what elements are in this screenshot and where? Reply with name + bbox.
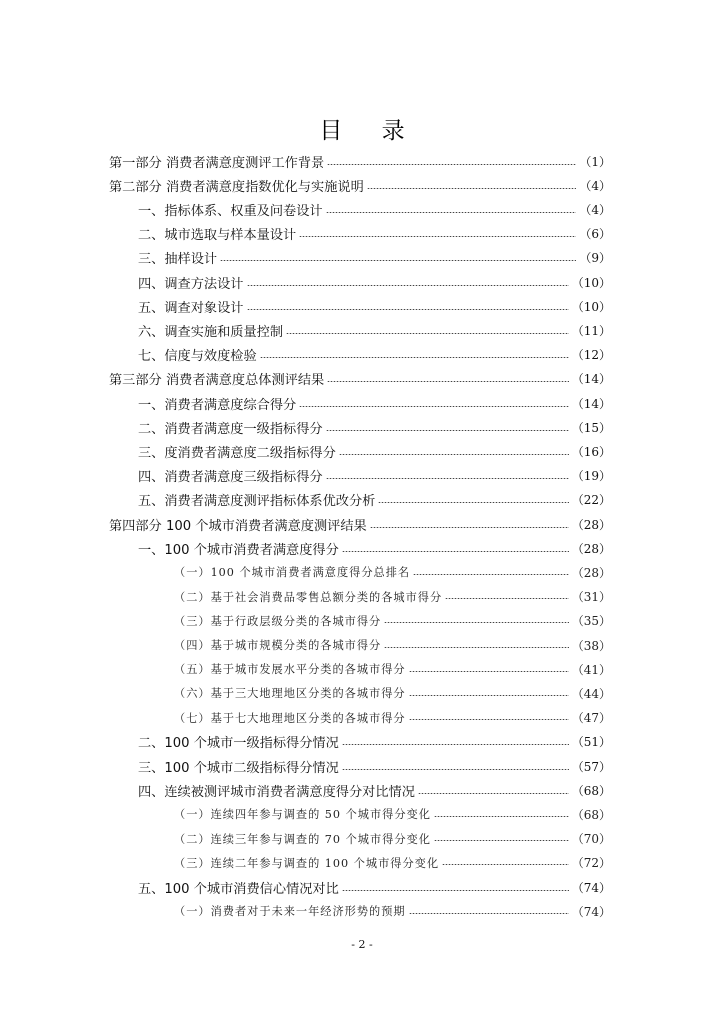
toc-entry-label: 第一部分 消费者满意度测评工作背景 [109,155,325,171]
toc-entry-page-number: （4） [579,202,611,217]
dot-leader [327,381,569,382]
dot-leader [445,598,569,599]
dot-leader [286,333,569,334]
toc-entry[interactable] [174,900,611,922]
toc-entry[interactable] [174,852,611,874]
toc-entry-page-number: （31） [571,590,611,605]
toc-entry-label: 五、调查对象设计 [138,300,244,316]
toc-entry-label: 五、100 个城市消费信心情况对比 [138,881,339,897]
dot-leader [260,357,569,358]
toc-entry[interactable] [138,489,611,511]
toc-entry-page-number: （16） [571,444,611,459]
toc-entry[interactable] [138,319,611,341]
toc-entry-label: （三）连续二年参与调查的 100 个城市得分变化 [174,856,440,870]
toc-entry-page-number: （74） [571,904,611,919]
toc-entry-label: （一）100 个城市消费者满意度得分总排名 [174,566,411,580]
toc-entry[interactable] [138,876,611,898]
toc-entry-page-number: （10） [571,299,611,314]
toc-entry-label: 二、城市选取与样本量设计 [138,228,297,244]
toc-entry-page-number: （28） [571,541,611,556]
toc-entry-label: 第三部分 消费者满意度总体测评结果 [109,373,325,389]
toc-entry[interactable] [174,828,611,850]
page-number-footer: - 2 - [351,938,373,951]
dot-leader [367,188,577,189]
toc-entry-page-number: （19） [571,469,611,484]
dot-leader [409,719,569,720]
toc-entry-page-number: （10） [571,275,611,290]
toc-entry[interactable] [174,707,611,729]
dot-leader [247,309,569,310]
toc-entry-page-number: （28） [571,565,611,580]
toc-entry[interactable] [138,392,611,414]
toc-entry-label: （七）基于七大地理地区分类的各城市得分 [174,711,406,725]
toc-entry-label: 四、连续被测评城市消费者满意度得分对比情况 [138,784,415,800]
toc-entry-label: 五、消费者满意度测评指标体系优改分析 [138,494,376,510]
toc-entry[interactable] [138,223,611,245]
toc-entry-label: 二、100 个城市一级指标得分情况 [138,736,339,752]
dot-leader [339,454,569,455]
toc-entry[interactable] [138,271,611,293]
toc-title: 目 录 [319,118,421,144]
toc-entry-label: 第二部分 消费者满意度指数优化与实施说明 [109,179,364,195]
dot-leader [326,430,569,431]
toc-entry[interactable] [138,344,611,366]
toc-entry-page-number: （14） [571,396,611,411]
toc-entry-label: 二、消费者满意度一级指标得分 [138,421,323,437]
toc-entry-label: 一、消费者满意度综合得分 [138,397,297,413]
toc-entry-label: （三）基于行政层级分类的各城市得分 [174,614,382,628]
dot-leader [409,913,569,914]
toc-entry[interactable] [174,610,611,632]
toc-entry-label: 六、调查实施和质量控制 [138,324,284,340]
toc-entry[interactable] [174,658,611,680]
toc-entry-page-number: （72） [571,856,611,871]
toc-entry-page-number: （68） [571,783,611,798]
toc-entry[interactable] [174,682,611,704]
toc-entry-page-number: （28） [571,517,611,532]
toc-entry[interactable] [174,561,611,583]
toc-entry-page-number: （9） [579,251,611,266]
toc-entry-page-number: （1） [579,154,611,169]
dot-leader [409,671,569,672]
toc-entry-page-number: （57） [571,759,611,774]
toc-entry[interactable] [109,513,611,535]
dot-leader [370,527,569,528]
toc-entry[interactable] [109,150,611,172]
toc-entry-page-number: （41） [571,662,611,677]
toc-entry-page-number: （4） [579,178,611,193]
toc-entry-page-number: （68） [571,807,611,822]
dot-leader [378,502,568,503]
toc-entry-page-number: （11） [571,323,611,338]
toc-entry-page-number: （70） [571,832,611,847]
dot-leader [342,551,569,552]
toc-entry[interactable] [138,440,611,462]
toc-entry[interactable] [138,779,611,801]
dot-leader [442,864,569,865]
dot-leader [326,478,569,479]
dot-leader [299,406,568,407]
dot-leader [299,236,576,237]
toc-entry-page-number: （74） [571,880,611,895]
toc-entry-label: （一）消费者对于未来一年经济形势的预期 [174,905,406,919]
toc-entry-label: 一、指标体系、权重及问卷设计 [138,203,323,219]
toc-entry-label: 一、100 个城市消费者满意度得分 [138,542,339,558]
toc-entry-label: 三、度消费者满意度二级指标得分 [138,445,336,461]
dot-leader [418,793,569,794]
toc-entry-label: 三、抽样设计 [138,252,218,268]
toc-entry-page-number: （22） [571,493,611,508]
toc-entry[interactable] [138,537,611,559]
toc-entry[interactable] [109,368,611,390]
toc-entry[interactable] [138,416,611,438]
toc-entry[interactable] [174,586,611,608]
toc-entry-label: 七、信度与效度检验 [138,349,257,365]
dot-leader [247,285,569,286]
toc-entry[interactable] [174,634,611,656]
dot-leader [342,890,569,891]
toc-entry-page-number: （35） [571,614,611,629]
dot-leader [326,212,577,213]
toc-entry-label: （二）基于社会消费品零售总额分类的各城市得分 [174,590,443,604]
toc-entry[interactable] [138,247,611,269]
toc-entry[interactable] [138,295,611,317]
dot-leader [384,647,569,648]
toc-entry-page-number: （47） [571,711,611,726]
toc-entry-label: 三、100 个城市二级指标得分情况 [138,760,339,776]
dot-leader [220,260,576,261]
toc-entry-label: （四）基于城市规模分类的各城市得分 [174,639,382,652]
dot-leader [434,816,569,817]
toc-entry[interactable] [138,198,611,220]
toc-entry[interactable] [174,803,611,825]
toc-entry-label: 四、消费者满意度三级指标得分 [138,470,323,486]
dot-leader [327,164,576,165]
toc-entry-label: 第四部分 100 个城市消费者满意度测评结果 [109,518,367,534]
dot-leader [413,574,569,575]
toc-entry-label: （一）连续四年参与调查的 50 个城市得分变化 [174,808,431,822]
toc-entry-page-number: （6） [579,227,611,242]
toc-entry-page-number: （44） [571,686,611,701]
toc-entry[interactable] [138,755,611,777]
toc-entry-label: （五）基于城市发展水平分类的各城市得分 [174,663,406,677]
toc-entry-page-number: （38） [571,638,611,653]
toc-entry[interactable] [138,731,611,753]
toc-entry-page-number: （51） [571,735,611,750]
toc-entry-label: 四、调查方法设计 [138,276,244,292]
dot-leader [342,769,569,770]
toc-entry-page-number: （14） [571,372,611,387]
toc-entry[interactable] [138,465,611,487]
toc-entry-label: （六）基于三大地理地区分类的各城市得分 [174,687,406,701]
dot-leader [409,695,569,696]
dot-leader [384,622,569,623]
dot-leader [342,744,569,745]
toc-entry-label: （二）连续三年参与调查的 70 个城市得分变化 [174,832,431,846]
dot-leader [434,840,569,841]
toc-entry-page-number: （12） [571,348,611,363]
toc-entry[interactable] [109,174,611,196]
toc-entry-page-number: （15） [571,420,611,435]
